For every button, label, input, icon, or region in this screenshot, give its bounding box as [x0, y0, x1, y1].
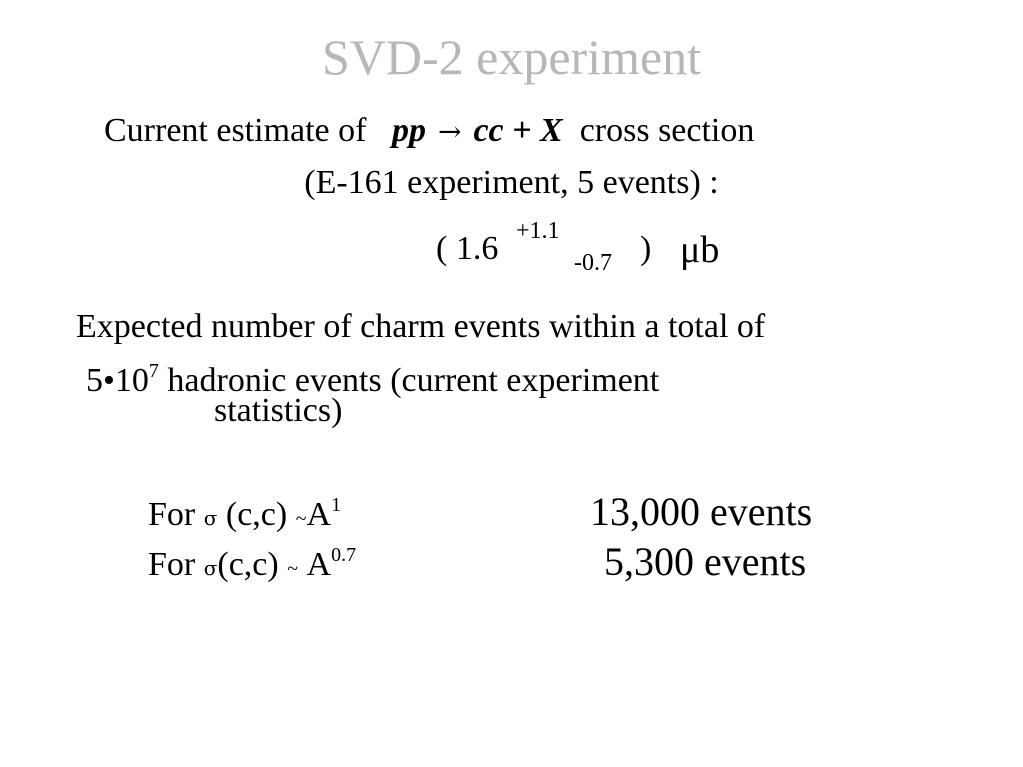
- formula-lhs: pp: [391, 112, 426, 149]
- row-args: (c,c): [217, 496, 296, 533]
- row-for: For: [148, 546, 196, 583]
- row-events-1: 13,000 events: [590, 489, 813, 534]
- sigma-symbol: σ: [203, 556, 218, 580]
- value-close-paren: ): [640, 230, 652, 267]
- expected-exponent: 7: [148, 360, 159, 382]
- row-a: A: [298, 546, 332, 583]
- row-events-2: 5,300 events: [604, 539, 807, 584]
- value-error-plus: +1.1: [516, 218, 560, 244]
- formula-rhs: cc + X: [473, 112, 563, 149]
- arrow-symbol: →: [437, 115, 462, 148]
- row-label-2: [148, 544, 356, 584]
- sigma-symbol: σ: [203, 506, 218, 530]
- row-power: 0.7: [331, 544, 357, 566]
- estimate-suffix: cross section: [579, 112, 755, 149]
- row-a: A: [306, 496, 332, 533]
- tilde-symbol: ~: [295, 508, 307, 530]
- estimate-source: (E-161 experiment, 5 events) :: [304, 164, 719, 201]
- expected-rest: hadronic events (current experiment: [158, 362, 660, 399]
- value-unit: μb: [680, 229, 720, 271]
- row-args: (c,c): [217, 546, 288, 583]
- value-central: ( 1.6: [436, 230, 499, 267]
- row-label-1: [148, 494, 341, 534]
- tilde-symbol: ~: [287, 558, 299, 580]
- estimate-prefix: Current estimate of: [104, 112, 367, 149]
- row-power: 1: [331, 494, 342, 516]
- slide-title: SVD-2 experiment: [321, 29, 702, 85]
- estimate-line: [104, 112, 754, 150]
- expected-line-3: statistics): [214, 392, 343, 429]
- row-for: For: [148, 496, 196, 533]
- value-error-minus: -0.7: [574, 250, 612, 276]
- expected-base: 5•10: [86, 362, 149, 399]
- expected-line-2: [86, 360, 659, 400]
- expected-line-1: Expected number of charm events within a total of: [76, 308, 766, 345]
